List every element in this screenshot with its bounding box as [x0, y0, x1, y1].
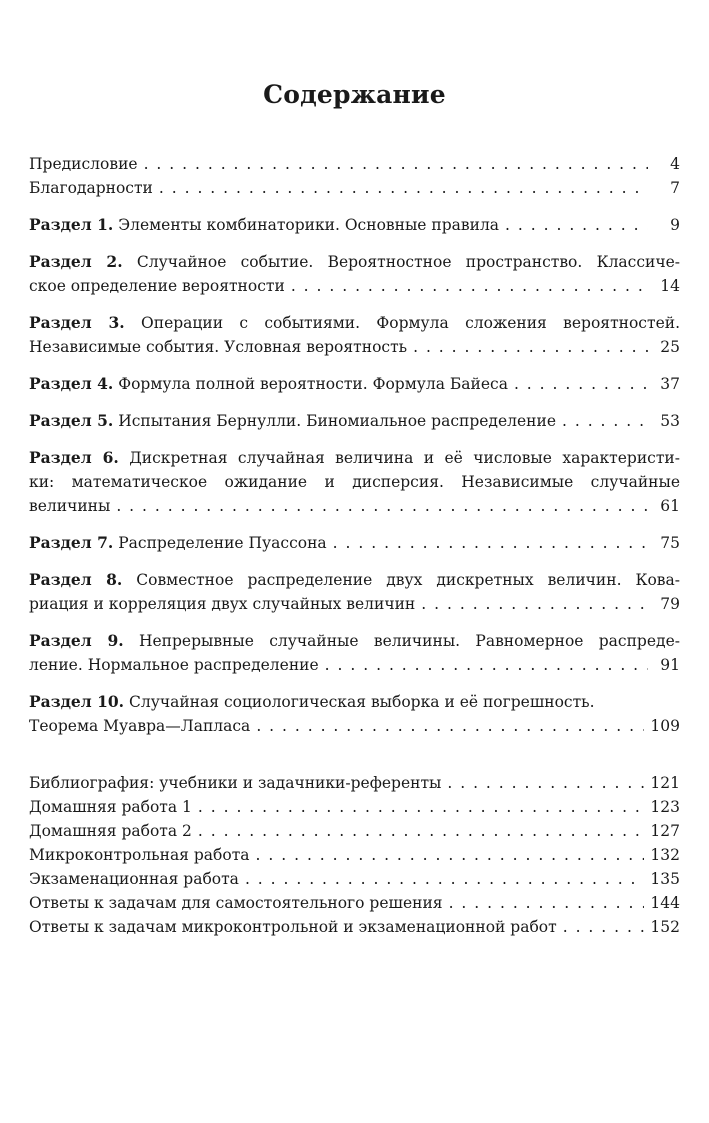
toc-page-number: 14	[660, 277, 680, 295]
section-title-line: риация и корреляция двух случайных величин	[29, 595, 416, 613]
toc-entry-text: Микроконтрольная работа	[29, 846, 250, 864]
toc-entry-section-1[interactable]	[29, 213, 680, 237]
dot-leader	[325, 653, 648, 677]
toc-entry-text: Благодарности	[29, 179, 153, 197]
dot-leader	[256, 843, 645, 867]
toc-page-number: 144	[650, 894, 680, 912]
dot-leader	[198, 795, 645, 819]
dot-leader	[514, 372, 648, 396]
toc-entry-section-8[interactable]	[29, 568, 680, 616]
section-label: Раздел 5.	[29, 411, 114, 430]
toc-entry-preface[interactable]	[29, 152, 680, 176]
dot-leader	[421, 592, 648, 616]
section-label: Раздел 8.	[29, 570, 123, 589]
toc-entry-section-4[interactable]	[29, 372, 680, 396]
page-title: Содержание	[263, 80, 446, 109]
toc-page-number: 79	[660, 595, 680, 613]
dot-leader	[413, 335, 648, 359]
section-title-line: Непрерывные случайные величины. Равномерное распреде-	[138, 632, 680, 650]
toc-entry-section-9[interactable]	[29, 629, 680, 677]
toc-entry-text: Библиография: учебники и задачники-референты	[29, 774, 442, 792]
toc-entry-bibliography[interactable]	[29, 771, 680, 795]
table-of-contents	[29, 152, 680, 939]
section-title-line: Операции с событиями. Формула сложения вероятностей.	[141, 314, 680, 332]
toc-page-number: 135	[650, 870, 680, 888]
toc-page-number: 25	[660, 338, 680, 356]
toc-page-number: 121	[650, 774, 680, 792]
dot-leader	[245, 867, 644, 891]
toc-page-number: 37	[660, 375, 680, 393]
section-title-line: Элементы комбинаторики. Основные правила	[118, 216, 500, 234]
toc-page-number: 53	[660, 412, 680, 430]
section-title-line: Дискретная случайная величина и её числовые характеристи-	[129, 449, 680, 467]
section-title-line: Независимые события. Условная вероятность	[29, 338, 408, 356]
toc-entry-section-6[interactable]	[29, 446, 680, 518]
dot-leader	[116, 494, 648, 518]
section-title-line: Случайная социологическая выборка и её погрешность.	[129, 693, 595, 711]
section-title-line: Распределение Пуассона	[118, 534, 327, 552]
section-label: Раздел 4.	[29, 374, 114, 393]
toc-entry-text: Экзаменационная работа	[29, 870, 239, 888]
section-title-line: ское определение вероятности	[29, 277, 285, 295]
toc-page-number: 132	[650, 846, 680, 864]
toc-page-number: 152	[650, 918, 680, 936]
toc-page-number: 127	[650, 822, 680, 840]
toc-entry-section-7[interactable]	[29, 531, 680, 555]
toc-entry-section-5[interactable]	[29, 409, 680, 433]
section-title-line: Теорема Муавра—Лапласа	[29, 717, 251, 735]
toc-page-number: 4	[670, 155, 680, 173]
dot-leader	[256, 714, 644, 738]
toc-entry-homework-2[interactable]	[29, 819, 680, 843]
toc-entry-section-3[interactable]	[29, 311, 680, 359]
toc-page-number: 7	[670, 179, 680, 197]
section-label: Раздел 3.	[29, 313, 125, 332]
section-title-line: Совместное распределение двух дискретных величин. Кова-	[136, 571, 680, 589]
toc-entry-text: Ответы к задачам микроконтрольной и экзаменационной работ	[29, 918, 557, 936]
section-title-line: Формула полной вероятности. Формула Байеса	[118, 375, 508, 393]
dot-leader	[562, 409, 648, 433]
dot-leader	[159, 176, 648, 200]
toc-entry-text: Предисловие	[29, 155, 138, 173]
dot-leader	[144, 152, 648, 176]
toc-entry-text: Домашняя работа 1	[29, 798, 192, 816]
toc-entry-text: Домашняя работа 2	[29, 822, 192, 840]
section-label: Раздел 7.	[29, 533, 114, 552]
toc-entry-exam[interactable]	[29, 867, 680, 891]
toc-page-number: 109	[650, 717, 680, 735]
section-label: Раздел 2.	[29, 252, 123, 271]
toc-entry-acknowledgements[interactable]	[29, 176, 680, 200]
toc-page-number: 91	[660, 656, 680, 674]
dot-leader	[505, 213, 648, 237]
toc-entry-text: Ответы к задачам для самостоятельного решения	[29, 894, 443, 912]
section-title-line: ки: математическое ожидание и дисперсия. Независимые случайные	[29, 473, 680, 491]
dot-leader	[449, 891, 645, 915]
toc-entry-answers-exam[interactable]	[29, 915, 680, 939]
toc-page-number: 123	[650, 798, 680, 816]
toc-entry-homework-1[interactable]	[29, 795, 680, 819]
toc-entry-section-10[interactable]	[29, 690, 680, 738]
dot-leader	[447, 771, 644, 795]
dot-leader	[291, 274, 648, 298]
dot-leader	[198, 819, 645, 843]
toc-entry-answers-self[interactable]	[29, 891, 680, 915]
toc-entry-micro-test[interactable]	[29, 843, 680, 867]
section-label: Раздел 9.	[29, 631, 124, 650]
section-title-line: Случайное событие. Вероятностное пространство. Классиче-	[136, 253, 680, 271]
section-label: Раздел 6.	[29, 448, 119, 467]
dot-leader	[333, 531, 648, 555]
toc-entry-section-2[interactable]	[29, 250, 680, 298]
section-title-line: Испытания Бернулли. Биномиальное распределение	[118, 412, 556, 430]
section-title-line: величины	[29, 497, 111, 515]
toc-page-number: 75	[660, 534, 680, 552]
toc-page-number: 61	[660, 497, 680, 515]
section-label: Раздел 1.	[29, 215, 114, 234]
section-title-line: ление. Нормальное распределение	[29, 656, 319, 674]
section-label: Раздел 10.	[29, 692, 125, 711]
toc-page-number: 9	[670, 216, 680, 234]
dot-leader	[563, 915, 645, 939]
toc-page	[29, 80, 680, 939]
